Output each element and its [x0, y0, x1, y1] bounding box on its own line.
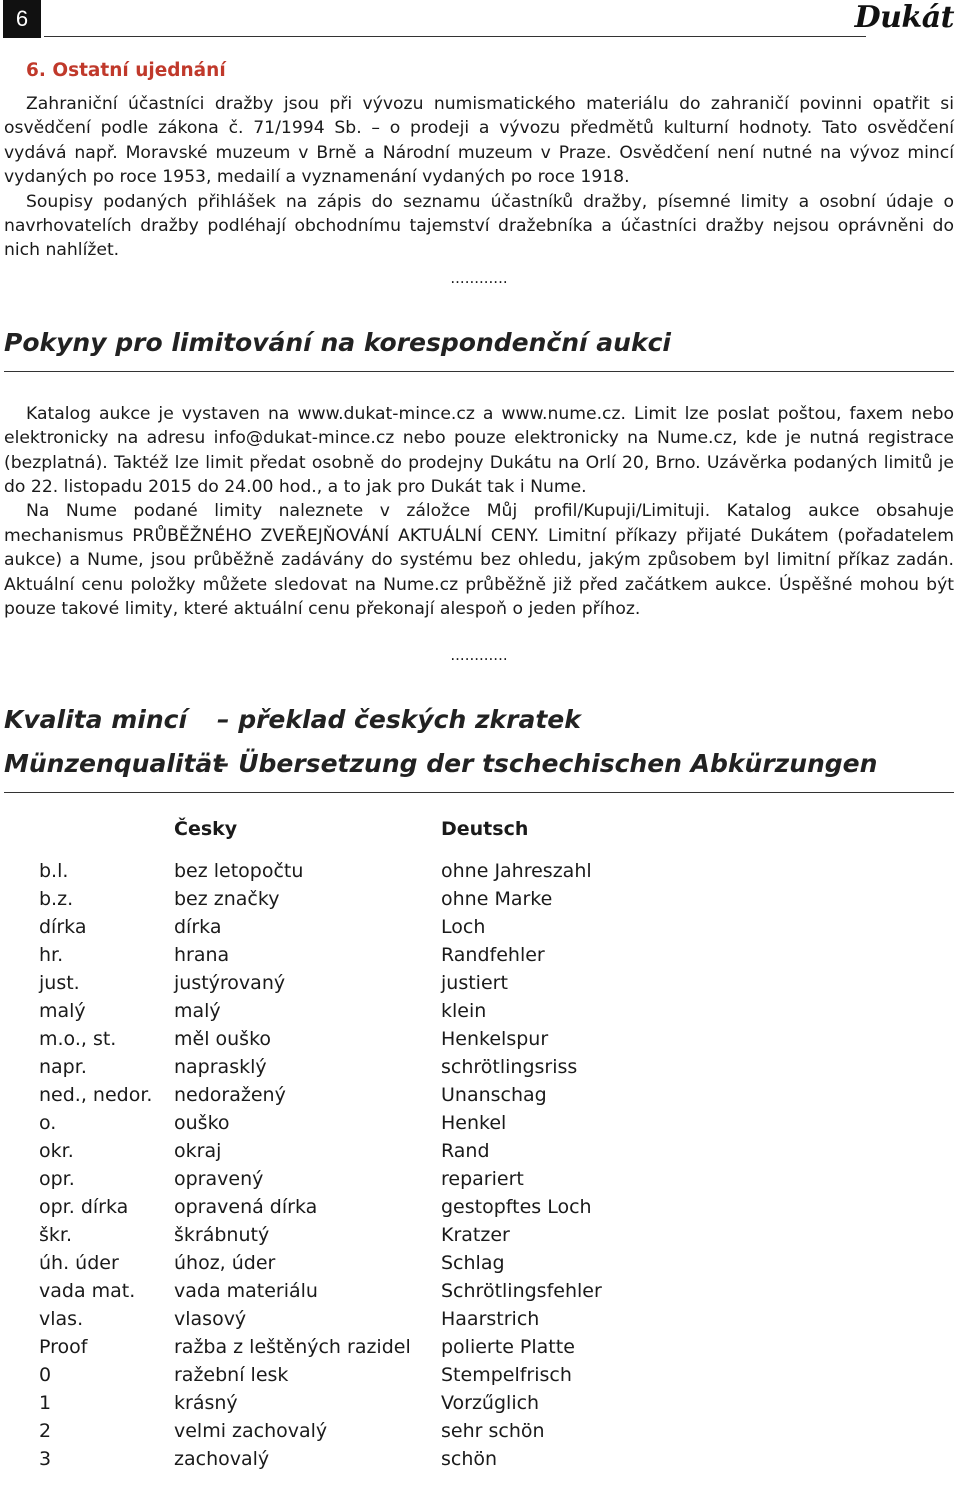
german-cell: justiert [441, 971, 508, 994]
limits-heading: Pokyny pro limitování na korespondenční aukci [4, 327, 671, 357]
abbr-cell: hr. [39, 943, 64, 966]
czech-cell: vada materiálu [174, 1279, 318, 1302]
czech-cell: opravená dírka [174, 1195, 318, 1218]
separator-dots: ............ [450, 645, 508, 664]
czech-cell: malý [174, 999, 221, 1022]
czech-cell: ražba z leštěných razidel [174, 1335, 411, 1358]
czech-cell: okraj [174, 1139, 222, 1162]
german-cell: Henkel [441, 1111, 507, 1134]
german-cell: Unanschag [441, 1083, 547, 1106]
dukat-logo: Dukát [854, 0, 954, 35]
table-row [39, 941, 602, 969]
table-row [39, 1361, 602, 1389]
quality-heading [4, 698, 954, 786]
german-cell: gestopftes Loch [441, 1195, 592, 1218]
table-row [39, 997, 602, 1025]
abbreviation-table [39, 815, 602, 1473]
abbr-cell: 2 [39, 1419, 52, 1442]
german-cell: ohne Marke [441, 887, 553, 910]
table-row [39, 1305, 602, 1333]
abbr-cell: vada mat. [39, 1279, 136, 1302]
czech-cell: krásný [174, 1391, 238, 1414]
german-cell: schrötlingsriss [441, 1055, 578, 1078]
quality-heading-right: – překlad českých zkratek [217, 704, 581, 734]
german-cell: Rand [441, 1139, 490, 1162]
czech-cell: velmi zachovalý [174, 1419, 328, 1442]
abbr-cell: úh. úder [39, 1251, 119, 1274]
abbr-cell: Proof [39, 1335, 88, 1358]
abbr-cell: 3 [39, 1447, 52, 1470]
abbr-cell: napr. [39, 1055, 87, 1078]
table-row [39, 1081, 602, 1109]
abbr-cell: opr. [39, 1167, 75, 1190]
abbr-cell: škr. [39, 1223, 73, 1246]
paragraph: Soupisy podaných přihlášek na zápis do seznamu účastníků dražby, písemné limity a osobní údaje o navrhovatelích dražby podléhají obchodnímu tajemství dražebníka a účastníci dražby nejsou oprávněni do nich nahlížet. [4, 191, 954, 261]
czech-cell: hrana [174, 943, 230, 966]
table-row [39, 1025, 602, 1053]
german-cell: Schlag [441, 1251, 505, 1274]
abbr-cell: 0 [39, 1363, 52, 1386]
table-header-row [39, 815, 602, 843]
table-row [39, 1221, 602, 1249]
czech-cell: zachovalý [174, 1447, 270, 1470]
table-row [39, 1389, 602, 1417]
german-cell: Schrötlingsfehler [441, 1279, 602, 1302]
abbr-cell: opr. dírka [39, 1195, 129, 1218]
table-body [39, 857, 602, 1473]
german-cell: repariert [441, 1167, 524, 1190]
header-cell-abbr [39, 815, 174, 843]
heading-rule [4, 792, 954, 793]
czech-cell: bez značky [174, 887, 280, 910]
section-heading: 6. Ostatní ujednání [26, 60, 226, 81]
abbr-cell: m.o., st. [39, 1027, 117, 1050]
czech-cell: bez letopočtu [174, 859, 304, 882]
abbr-cell: 1 [39, 1391, 52, 1414]
czech-cell: úhoz, úder [174, 1251, 276, 1274]
quality-heading-right: – Übersetzung der tschechischen Abkürzungen [217, 748, 878, 778]
abbr-cell: b.l. [39, 859, 69, 882]
table-row [39, 1193, 602, 1221]
czech-cell: justýrovaný [174, 971, 286, 994]
abbr-cell: just. [39, 971, 80, 994]
abbr-cell: okr. [39, 1139, 74, 1162]
paragraph: Katalog aukce je vystaven na www.dukat-mince.cz a www.nume.cz. Limit lze poslat poštou, faxem nebo elektronicky na adresu info@dukat-mince.cz nebo pouze elektronicky na Nume.cz, kde je nutná registrace (bezplatná). Taktéž lze limit předat osobně do prodejny Dukátu na Orlí 20, Brno. Uzávěrka podaných limitů je do 22. listopadu 2015 do 24.00 hod., a to jak pro Dukát tak i Nume. [4, 403, 954, 498]
table-row [39, 913, 602, 941]
table-row [39, 1277, 602, 1305]
table-row [39, 1165, 602, 1193]
page-content [4, 56, 954, 1473]
paragraph: Zahraniční účastníci dražby jsou při vývozu numismatického materiálu do zahraničí povinni opatřit si osvědčení podle zákona č. 71/1994 Sb. – o prodeji a vývozu předmětů kulturní hodnoty. Tato osvědčení vydává např. Moravské muzeum v Brně a Národní muzeum v Praze. Osvědčení není nutné na vývoz mincí vydaných po roce 1953, medailí a vyznamenání vydaných po roce 1918. [4, 94, 954, 188]
german-cell: Randfehler [441, 943, 545, 966]
heading-rule [4, 371, 954, 372]
german-cell: polierte Platte [441, 1335, 575, 1358]
czech-cell: nedoražený [174, 1083, 286, 1106]
paragraph: Na Nume podané limity naleznete v záložce Můj profil/Kupuji/Limituji. Katalog aukce obsahuje mechanismus PRŮBĚŽNÉHO ZVEŘEJŇOVÁNÍ AKTUÁLNÍ CENY. Limitní příkazy přijaté Dukátem (pořadatelem aukce) a Nume, jsou průběžně zadávány do systému bez ohledu, jakým způsobem byl limitní příkaz zadán. Aktuální cenu položky můžete sledovat na Nume.cz průběžně již před začátkem aukce. Úspěšné mohou být pouze takové limity, které aktuální cenu překonají alespoň o jeden příhoz. [4, 501, 954, 620]
german-cell: sehr schön [441, 1419, 545, 1442]
abbr-cell: ned., nedor. [39, 1083, 153, 1106]
table-row [39, 1137, 602, 1165]
table-row [39, 857, 602, 885]
quality-heading-left: Kvalita mincí [4, 704, 188, 734]
german-cell: Vorzűglich [441, 1391, 540, 1414]
quality-heading-line-de [4, 742, 954, 786]
german-cell: schön [441, 1447, 498, 1470]
table-row [39, 1445, 602, 1473]
abbr-cell: malý [39, 999, 86, 1022]
czech-cell: měl ouško [174, 1027, 272, 1050]
table-row [39, 885, 602, 913]
czech-cell: dírka [174, 915, 222, 938]
quality-heading-left: Münzenqualität [4, 748, 225, 778]
table-row [39, 1053, 602, 1081]
german-cell: Loch [441, 915, 486, 938]
quality-heading-line-cz [4, 698, 954, 742]
table-row [39, 969, 602, 997]
abbr-cell: b.z. [39, 887, 74, 910]
table-row [39, 1109, 602, 1137]
table-row [39, 1333, 602, 1361]
czech-cell: opravený [174, 1167, 264, 1190]
czech-cell: naprasklý [174, 1055, 267, 1078]
header-rule [44, 36, 866, 37]
abbr-cell: vlas. [39, 1307, 84, 1330]
czech-cell: škrábnutý [174, 1223, 270, 1246]
german-cell: klein [441, 999, 487, 1022]
czech-cell: ouško [174, 1111, 230, 1134]
table-row [39, 1417, 602, 1445]
table-row [39, 1249, 602, 1277]
abbr-cell: dírka [39, 915, 87, 938]
czech-cell: ražební lesk [174, 1363, 289, 1386]
separator-dots: ............ [450, 268, 508, 287]
page-number: 6 [3, 0, 41, 38]
header-cell-cz: Česky [174, 817, 238, 840]
german-cell: Kratzer [441, 1223, 510, 1246]
german-cell: ohne Jahreszahl [441, 859, 592, 882]
czech-cell: vlasový [174, 1307, 247, 1330]
abbr-cell: o. [39, 1111, 57, 1134]
german-cell: Haarstrich [441, 1307, 540, 1330]
header-cell-de: Deutsch [441, 817, 529, 840]
german-cell: Henkelspur [441, 1027, 549, 1050]
german-cell: Stempelfrisch [441, 1363, 572, 1386]
